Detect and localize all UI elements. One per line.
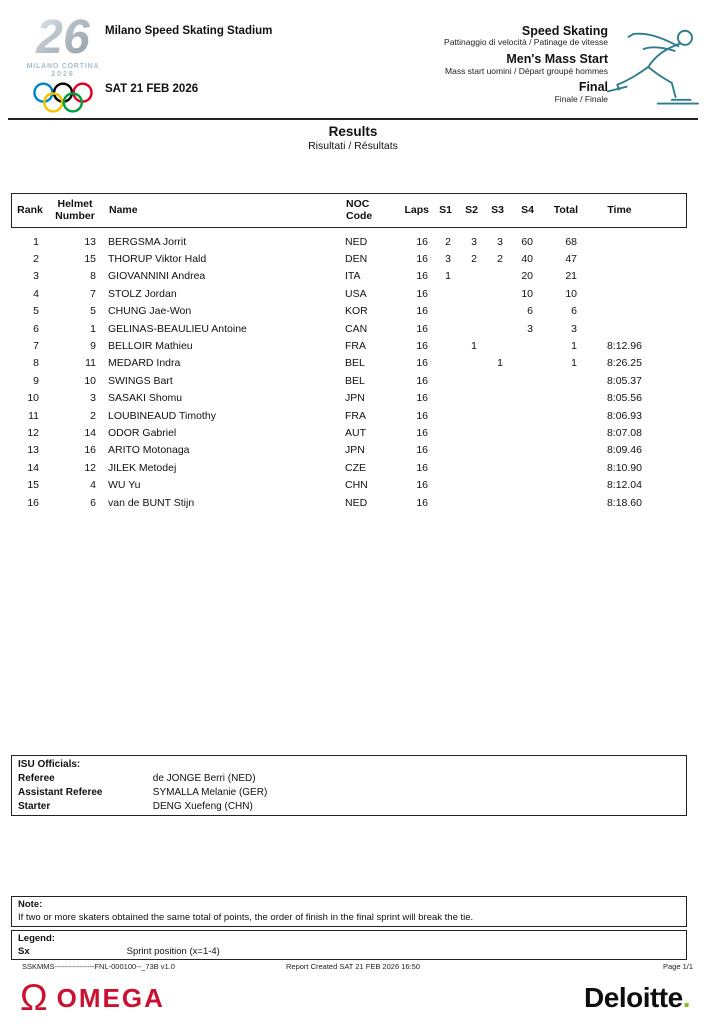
cell-noc: USA xyxy=(345,287,367,300)
cell-noc: CHN xyxy=(345,479,368,492)
cell-s4: 20 xyxy=(521,270,533,283)
cell-noc: BEL xyxy=(345,357,365,370)
header-divider xyxy=(8,118,698,120)
deloitte-dot-icon: . xyxy=(682,982,690,1013)
sport-translation: Pattinaggio di velocità / Patinage de vitesse xyxy=(444,37,608,48)
table-row xyxy=(11,320,687,337)
legend-box xyxy=(11,930,687,960)
cell-rank: 7 xyxy=(33,340,39,353)
table-row xyxy=(11,303,687,320)
cell-name: LOUBINEAUD Timothy xyxy=(108,409,216,422)
cell-laps: 16 xyxy=(416,392,428,405)
document-code: SSKMMS----------------FNL-000100--_73B v1.0 xyxy=(22,962,175,971)
cell-name: MEDARD Indra xyxy=(108,357,181,370)
cell-total: 1 xyxy=(571,357,577,370)
official-row-assistant-referee xyxy=(18,786,680,800)
cell-s4: 60 xyxy=(521,235,533,248)
cell-noc: FRA xyxy=(345,409,366,422)
header-s2: S2 xyxy=(465,203,478,216)
cell-name: THORUP Viktor Hald xyxy=(108,253,207,266)
cell-helmet: 5 xyxy=(90,305,96,318)
official-name: DENG Xuefeng (CHN) xyxy=(152,800,253,812)
results-rows xyxy=(11,233,687,511)
cell-rank: 13 xyxy=(27,444,39,457)
table-row xyxy=(11,459,687,476)
cell-laps: 16 xyxy=(416,253,428,266)
official-name: SYMALLA Melanie (GER) xyxy=(152,786,268,798)
cell-name: GELINAS-BEAULIEU Antoine xyxy=(108,322,247,335)
table-row xyxy=(11,390,687,407)
cell-total: 21 xyxy=(565,270,577,283)
header-noc-line1: NOC xyxy=(346,197,370,210)
deloitte-wordmark: Deloitte xyxy=(584,982,683,1013)
cell-rank: 8 xyxy=(33,357,39,370)
footer-meta xyxy=(11,962,695,974)
cell-rank: 9 xyxy=(33,374,39,387)
cell-laps: 16 xyxy=(416,374,428,387)
table-row xyxy=(11,285,687,302)
cell-helmet: 9 xyxy=(90,340,96,353)
cell-helmet: 8 xyxy=(90,270,96,283)
cell-s4: 10 xyxy=(521,287,533,300)
cell-noc: DEN xyxy=(345,253,368,266)
cell-helmet: 11 xyxy=(85,357,96,370)
header-s3: S3 xyxy=(491,203,504,216)
cell-name: CHUNG Jae-Won xyxy=(108,305,192,318)
legend-description: Sprint position (x=1-4) xyxy=(126,945,220,957)
event-translation: Mass start uomini / Départ groupé hommes xyxy=(445,65,608,76)
cell-name: BELLOIR Mathieu xyxy=(108,340,193,353)
omega-logo xyxy=(20,978,165,1018)
cell-noc: JPN xyxy=(345,444,365,457)
table-row xyxy=(11,337,687,354)
cell-time: 8:09.46 xyxy=(606,444,642,457)
official-row-starter xyxy=(18,800,680,814)
cell-rank: 4 xyxy=(33,287,39,300)
cell-s2: 3 xyxy=(471,235,477,248)
header-helmet-line1: Helmet xyxy=(57,197,93,210)
page-title: Results xyxy=(328,124,378,139)
cell-helmet: 13 xyxy=(84,235,96,248)
cell-noc: NED xyxy=(345,496,368,509)
cell-rank: 5 xyxy=(33,305,39,318)
header-helmet-line2: Number xyxy=(55,209,95,222)
cell-helmet: 3 xyxy=(90,392,96,405)
cell-rank: 1 xyxy=(33,235,39,248)
table-row xyxy=(11,407,687,424)
cell-total: 10 xyxy=(565,287,577,300)
cell-noc: KOR xyxy=(345,305,368,318)
milano-cortina-wordmark: MILANO CORTINA xyxy=(26,63,100,70)
cell-laps: 16 xyxy=(416,305,428,318)
legend-heading: Legend: xyxy=(18,933,55,944)
cell-helmet: 12 xyxy=(84,461,96,474)
cell-laps: 16 xyxy=(416,496,428,509)
cell-rank: 15 xyxy=(27,479,39,492)
omega-wordmark: OMEGA xyxy=(56,982,165,1013)
report-created: Report Created SAT 21 FEB 2026 16:50 xyxy=(286,962,420,971)
cell-helmet: 4 xyxy=(90,479,96,492)
cell-noc: ITA xyxy=(345,270,361,283)
cell-laps: 16 xyxy=(416,444,428,457)
results-table-header xyxy=(11,193,687,228)
cell-noc: BEL xyxy=(345,374,365,387)
note-heading: Note: xyxy=(18,899,43,910)
cell-name: STOLZ Jordan xyxy=(108,287,177,300)
table-row xyxy=(11,424,687,441)
header-time: Time xyxy=(607,203,632,216)
cell-rank: 12 xyxy=(27,426,39,439)
cell-s4: 6 xyxy=(527,305,533,318)
official-role: Assistant Referee xyxy=(18,786,103,798)
official-role: Referee xyxy=(18,772,55,784)
cell-rank: 2 xyxy=(33,253,39,266)
header-noc-line2: Code xyxy=(346,209,373,222)
event-date: SAT 21 FEB 2026 xyxy=(105,83,199,95)
cell-noc: FRA xyxy=(345,340,366,353)
cell-time: 8:12.04 xyxy=(606,479,642,492)
cell-name: BERGSMA Jorrit xyxy=(108,235,187,248)
cell-laps: 16 xyxy=(416,479,428,492)
cell-laps: 16 xyxy=(416,235,428,248)
cell-rank: 11 xyxy=(28,409,39,422)
cell-s3: 1 xyxy=(497,357,503,370)
cell-total: 3 xyxy=(571,322,577,335)
header-s1: S1 xyxy=(439,203,452,216)
cell-laps: 16 xyxy=(416,287,428,300)
cell-laps: 16 xyxy=(416,357,428,370)
cell-noc: CAN xyxy=(345,322,368,335)
page-subtitle: Risultati / Résultats xyxy=(308,140,398,152)
cell-s2: 2 xyxy=(471,253,477,266)
cell-laps: 16 xyxy=(416,340,428,353)
deloitte-logo xyxy=(584,982,690,1014)
header-helmet-number xyxy=(48,199,102,222)
speed-skater-pictogram-icon xyxy=(606,24,700,113)
table-row xyxy=(11,355,687,372)
header-s4: S4 xyxy=(521,203,534,216)
official-name: de JONGE Berri (NED) xyxy=(152,772,256,784)
cell-name: GIOVANNINI Andrea xyxy=(108,270,206,283)
cell-rank: 14 xyxy=(27,461,39,474)
cell-s3: 2 xyxy=(497,253,503,266)
legend-key: Sx xyxy=(18,945,30,957)
cell-noc: CZE xyxy=(345,461,366,474)
table-row xyxy=(11,268,687,285)
cell-laps: 16 xyxy=(416,409,428,422)
note-box xyxy=(11,896,687,927)
cell-helmet: 2 xyxy=(90,409,96,422)
header-noc-code xyxy=(342,199,396,222)
cell-time: 8:05.56 xyxy=(606,392,642,405)
cell-helmet: 7 xyxy=(90,287,96,300)
sport-title: Speed Skating xyxy=(521,24,608,38)
cell-time: 8:05.37 xyxy=(606,374,642,387)
cell-time: 8:10.90 xyxy=(606,461,642,474)
official-role: Starter xyxy=(18,800,51,812)
cell-s1: 3 xyxy=(445,253,451,266)
cell-time: 8:06.93 xyxy=(606,409,642,422)
cell-s2: 1 xyxy=(471,340,477,353)
cell-noc: JPN xyxy=(345,392,365,405)
milano-cortina-year: 2026 xyxy=(51,71,75,78)
header-rank: Rank xyxy=(17,203,43,216)
cell-laps: 16 xyxy=(416,322,428,335)
legend-row xyxy=(18,946,680,959)
table-row xyxy=(11,442,687,459)
cell-time: 8:07.08 xyxy=(606,426,642,439)
milano-cortina-logo xyxy=(14,10,112,125)
cell-name: JILEK Metodej xyxy=(108,461,177,474)
event-title: Men's Mass Start xyxy=(506,52,608,67)
cell-s1: 1 xyxy=(445,270,451,283)
cell-laps: 16 xyxy=(416,270,428,283)
cell-rank: 6 xyxy=(33,322,39,335)
event-info xyxy=(444,24,608,108)
cell-laps: 16 xyxy=(416,426,428,439)
phase-translation: Finale / Finale xyxy=(554,93,608,104)
cell-name: ODOR Gabriel xyxy=(108,426,177,439)
header-name: Name xyxy=(109,203,138,216)
cell-helmet: 14 xyxy=(84,426,96,439)
cell-laps: 16 xyxy=(416,461,428,474)
cell-rank: 3 xyxy=(33,270,39,283)
table-row xyxy=(11,372,687,389)
officials-box xyxy=(11,755,687,816)
cell-total: 68 xyxy=(565,235,577,248)
cell-noc: NED xyxy=(345,235,368,248)
cell-name: SASAKI Shomu xyxy=(108,392,183,405)
table-row xyxy=(11,476,687,493)
cell-time: 8:18.60 xyxy=(606,496,642,509)
cell-total: 1 xyxy=(571,340,577,353)
cell-name: WU Yu xyxy=(108,479,141,492)
cell-helmet: 10 xyxy=(84,374,96,387)
officials-heading: ISU Officials: xyxy=(18,759,81,770)
cell-helmet: 15 xyxy=(84,253,96,266)
page-number: Page 1/1 xyxy=(662,962,693,971)
cell-s3: 3 xyxy=(497,235,503,248)
cell-helmet: 16 xyxy=(84,444,96,457)
official-row-referee xyxy=(18,772,680,786)
cell-s1: 2 xyxy=(445,235,451,248)
table-row xyxy=(11,494,687,511)
milano-cortina-26-mark-icon xyxy=(14,10,112,62)
svg-text:26: 26 xyxy=(36,11,90,62)
header-total: Total xyxy=(553,203,578,216)
table-row xyxy=(11,250,687,267)
table-row xyxy=(11,233,687,250)
omega-symbol-icon: Ω xyxy=(20,977,48,1018)
cell-noc: AUT xyxy=(345,426,366,439)
cell-rank: 16 xyxy=(27,496,39,509)
cell-time: 8:12.96 xyxy=(606,340,642,353)
header-laps: Laps xyxy=(404,203,429,216)
note-text: If two or more skaters obtained the same total of points, the order of finish in the final sprint will break the tie. xyxy=(18,911,474,923)
venue-title: Milano Speed Skating Stadium xyxy=(105,25,273,37)
cell-name: SWINGS Bart xyxy=(108,374,173,387)
cell-helmet: 6 xyxy=(90,496,96,509)
cell-helmet: 1 xyxy=(90,322,96,335)
cell-rank: 10 xyxy=(27,392,39,405)
cell-total: 47 xyxy=(565,253,577,266)
cell-time: 8:26.25 xyxy=(606,357,642,370)
cell-name: ARITO Motonaga xyxy=(108,444,190,457)
cell-total: 6 xyxy=(571,305,577,318)
cell-s4: 3 xyxy=(527,322,533,335)
cell-name: van de BUNT Stijn xyxy=(108,496,195,509)
cell-s4: 40 xyxy=(521,253,533,266)
phase-title: Final xyxy=(578,80,608,95)
